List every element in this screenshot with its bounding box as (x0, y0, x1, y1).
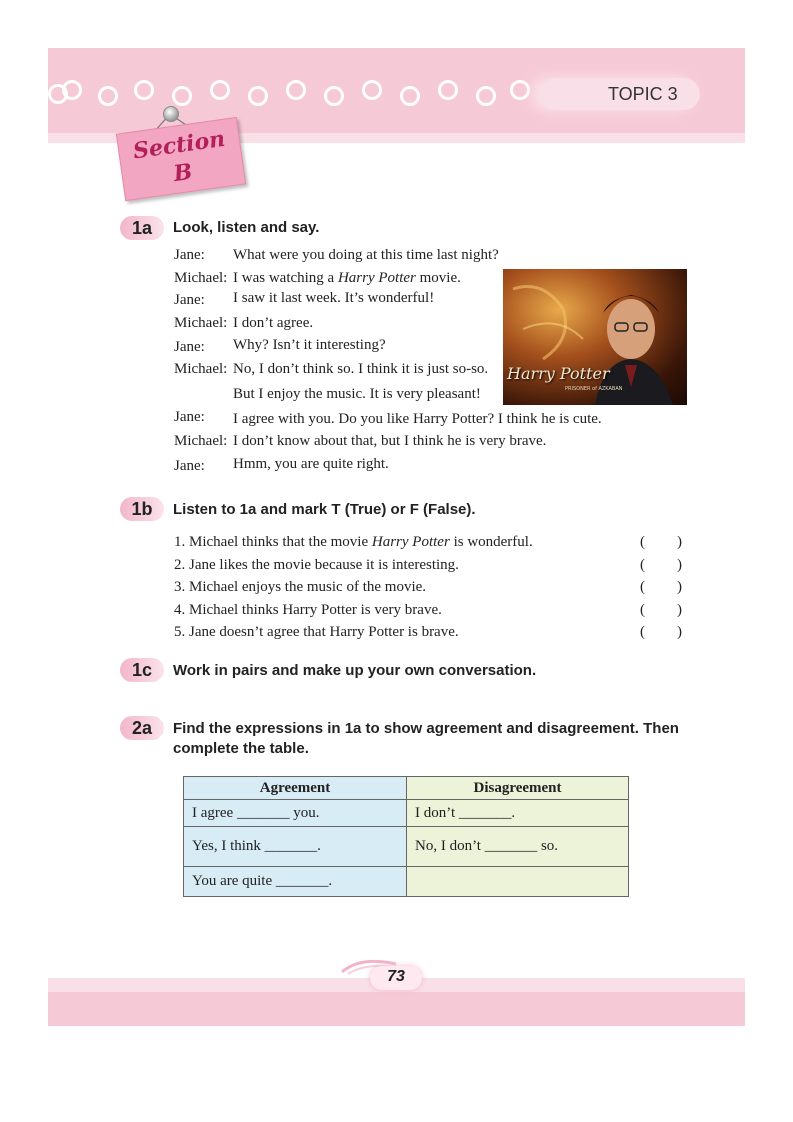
dialogue-speaker: Michael: (174, 270, 228, 286)
section-sign-letter: B (171, 158, 194, 188)
dialogue-line: But I enjoy the music. It is very pleasant! (233, 386, 481, 402)
table-cell[interactable]: You are quite _______. (184, 867, 407, 897)
dialogue-line: What were you doing at this time last night? (233, 247, 499, 263)
exercise-title-1a: Look, listen and say. (173, 219, 320, 236)
dialogue-line: I saw it last week. It’s wonderful! (233, 290, 435, 306)
topic-label: TOPIC 3 (608, 84, 678, 104)
answer-blank[interactable]: ( ) (640, 624, 682, 640)
exercise-badge-1b: 1b (120, 497, 164, 521)
dialogue-speaker: Jane: (174, 409, 205, 425)
answer-blank[interactable]: ( ) (640, 579, 682, 595)
exercise-title-1b: Listen to 1a and mark T (True) or F (False). (173, 501, 476, 518)
answer-blank[interactable]: ( ) (640, 602, 682, 618)
movie-poster-image (503, 269, 687, 405)
dialogue-line: I don’t know about that, but I think he is very brave. (233, 433, 547, 449)
dialogue-line: I was watching a Harry Potter movie. (233, 270, 461, 286)
exercise-badge-1c: 1c (120, 658, 164, 682)
dialogue-speaker: Michael: (174, 433, 228, 449)
exercise-title-1c: Work in pairs and make up your own conversation. (173, 662, 537, 679)
table-row (184, 827, 629, 867)
dialogue-line: Hmm, you are quite right. (233, 456, 389, 472)
dialogue-line: I agree with you. Do you like Harry Potter? I think he is cute. (233, 411, 602, 427)
dialogue-speaker: Jane: (174, 292, 205, 308)
dialogue-speaker: Jane: (174, 339, 205, 355)
list-item: 5. Jane doesn’t agree that Harry Potter is brave. (174, 624, 459, 640)
table-header-row (184, 777, 629, 800)
exercise-badge-1a: 1a (120, 216, 164, 240)
poster-title: Harry Potter (507, 364, 610, 383)
table-header-agreement: Agreement (184, 777, 407, 800)
table-header-disagreement: Disagreement (407, 777, 629, 800)
agreement-table (183, 776, 629, 897)
table-cell[interactable]: I agree _______ you. (184, 800, 407, 827)
dialogue-line: I don’t agree. (233, 315, 314, 331)
decorative-rings (48, 80, 548, 110)
list-item: 1. Michael thinks that the movie Harry Potter is wonderful. (174, 534, 533, 550)
table-cell[interactable] (407, 867, 629, 897)
table-row (184, 800, 629, 827)
exercise-title-2a: Find the expressions in 1a to show agreement and disagreement. Then (173, 720, 679, 737)
exercise-badge-2a: 2a (120, 716, 164, 740)
poster-subtitle: PRISONER of AZKABAN (565, 386, 623, 392)
dialogue-speaker: Michael: (174, 315, 228, 331)
section-sign-word: Section (131, 125, 227, 165)
dialogue-speaker: Jane: (174, 458, 205, 474)
list-item: 2. Jane likes the movie because it is interesting. (174, 557, 459, 573)
list-item: 4. Michael thinks Harry Potter is very brave. (174, 602, 442, 618)
exercise-title-2a-cont: complete the table. (173, 740, 309, 757)
list-item: 3. Michael enjoys the music of the movie. (174, 579, 427, 595)
table-cell[interactable]: Yes, I think _______. (184, 827, 407, 867)
page-number: 73 (387, 968, 405, 985)
table-cell[interactable]: No, I don’t _______ so. (407, 827, 629, 867)
table-row (184, 867, 629, 897)
table-cell[interactable]: I don’t _______. (407, 800, 629, 827)
dialogue-line: Why? Isn’t it interesting? (233, 337, 386, 353)
dialogue-line: No, I don’t think so. I think it is just so-so. (233, 361, 489, 377)
dialogue-speaker: Jane: (174, 247, 205, 263)
answer-blank[interactable]: ( ) (640, 557, 682, 573)
dialogue-speaker: Michael: (174, 361, 228, 377)
pin-icon (163, 106, 179, 122)
answer-blank[interactable]: ( ) (640, 534, 682, 550)
